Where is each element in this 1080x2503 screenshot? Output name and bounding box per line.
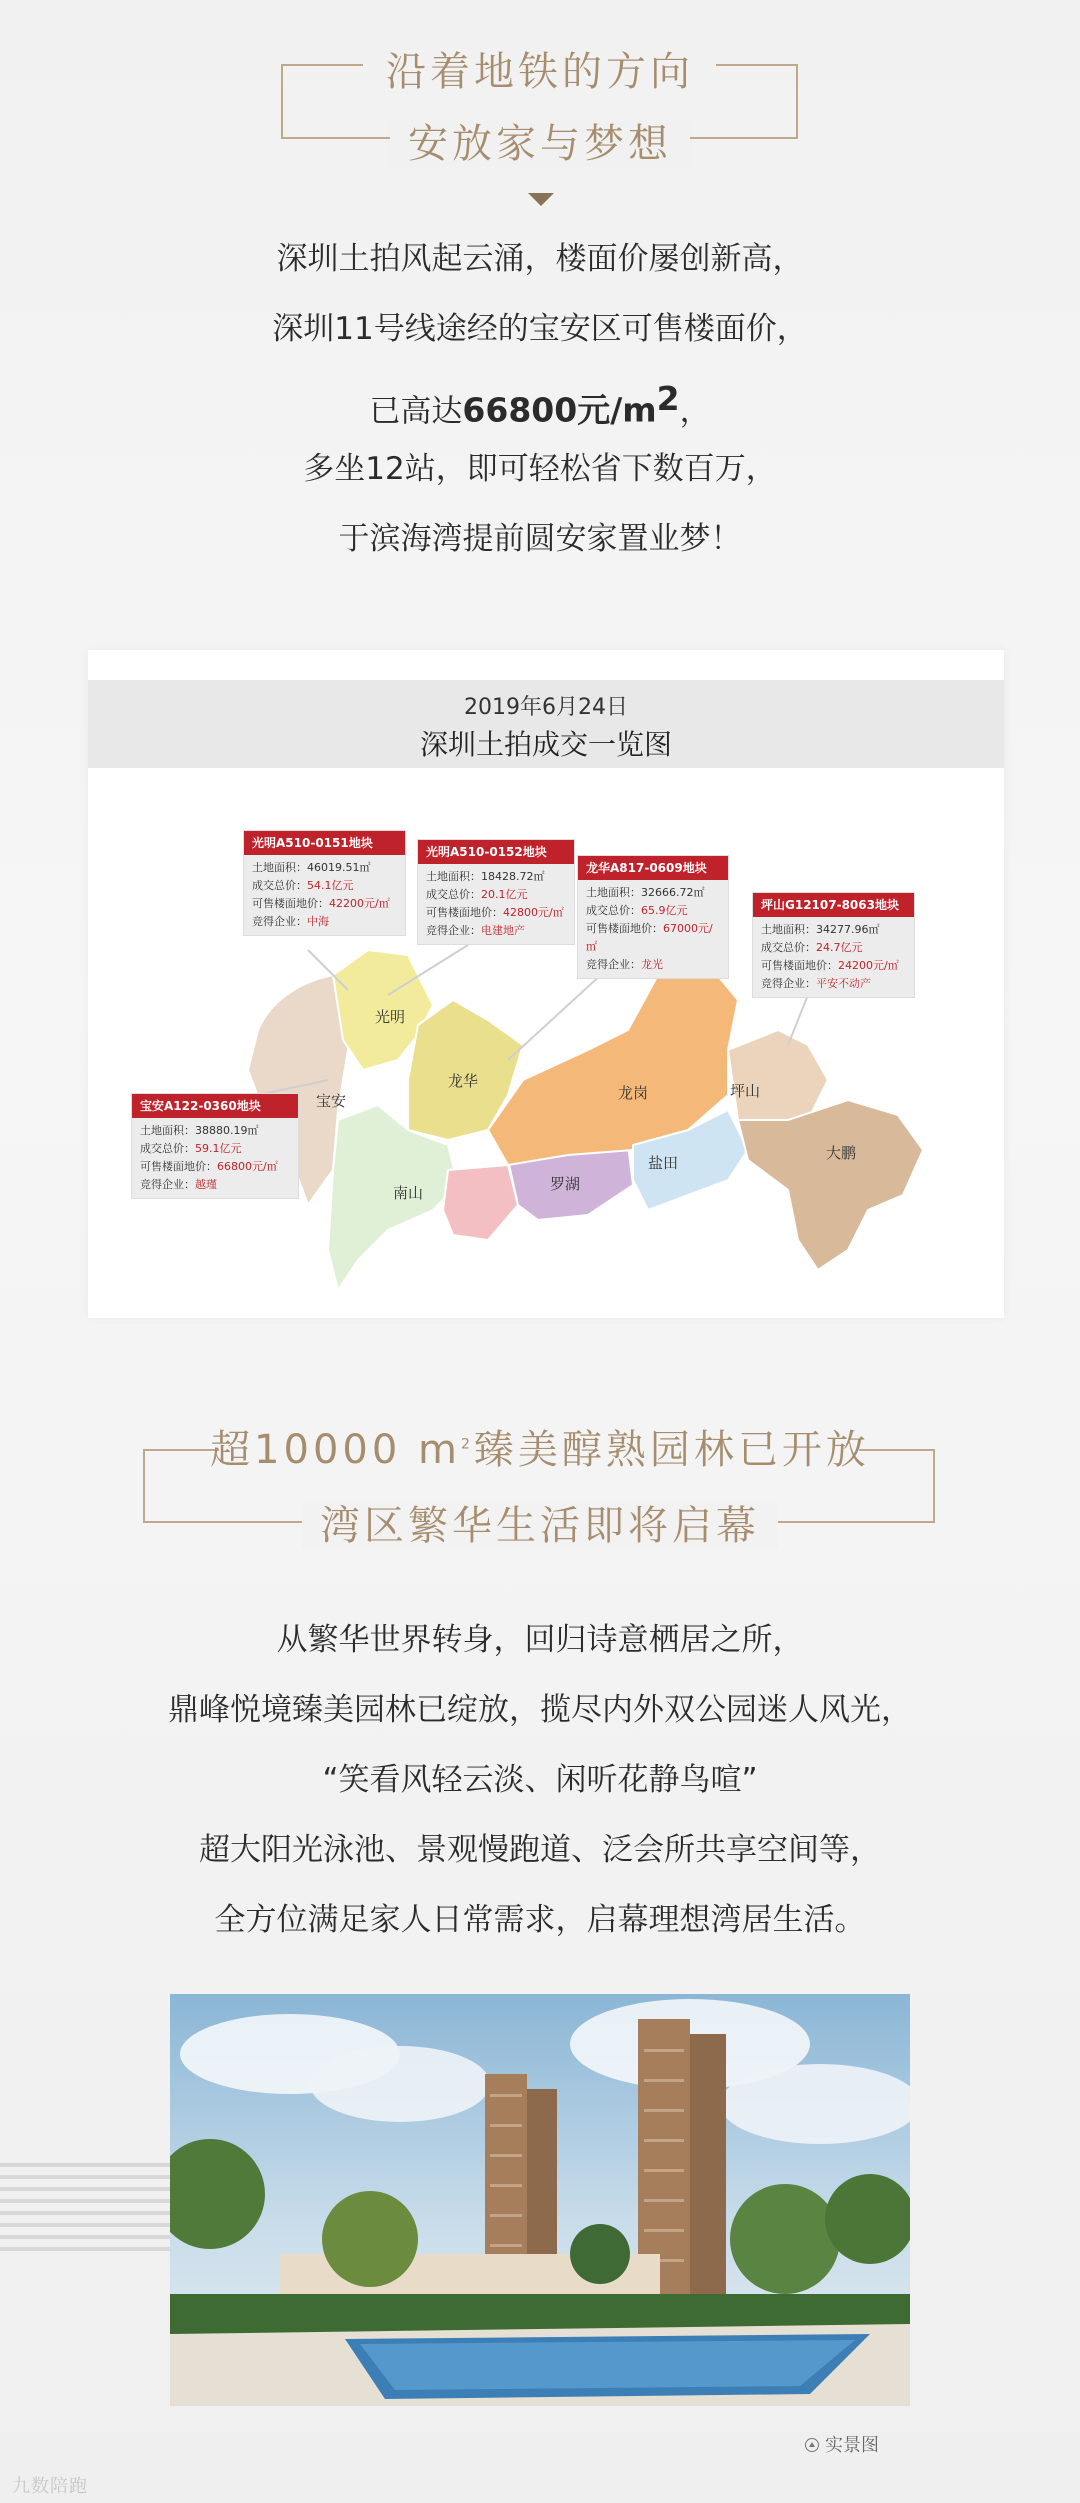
watermark: 九数陪跑 xyxy=(12,2476,88,2497)
plot-total: 成交总价：59.1亿元 xyxy=(140,1142,242,1155)
plot-area: 土地面积：18428.72㎡ xyxy=(426,870,545,883)
intro-line-1: 深圳土拍风起云涌，楼面价屡创新高， xyxy=(276,241,804,277)
heading-2-line-2: 湾区繁华生活即将启幕 xyxy=(0,1494,1080,1551)
plot-title: 坪山G12107-8063地块 xyxy=(753,893,914,917)
land-price-highlight: 66800元/m xyxy=(462,390,657,430)
plot-winner: 竞得企业：越瑾 xyxy=(140,1178,217,1191)
photo-caption: 实景图 xyxy=(805,2431,879,2457)
intro-line-5: 于滨海湾提前圆安家置业梦！ xyxy=(338,521,742,557)
garden-photo xyxy=(170,1994,910,2406)
plot-price: 可售楼面地价：66800元/㎡ xyxy=(140,1160,278,1173)
plot-title: 光明A510-0152地块 xyxy=(418,840,574,864)
plot-area: 土地面积：46019.51㎡ xyxy=(252,861,371,874)
plot-price: 可售楼面地价：42800元/㎡ xyxy=(426,906,564,919)
leader-line-4 xyxy=(788,995,808,1045)
triangle-down-icon xyxy=(528,193,554,206)
plot-card-3 xyxy=(577,855,729,979)
region-label-nanshan: 南山 xyxy=(393,1184,424,1202)
plot-card-4 xyxy=(752,892,915,998)
intro-line-3: 已高达66800元$/m^2$， xyxy=(369,379,711,430)
plot-area: 土地面积：32666.72㎡ xyxy=(586,886,705,899)
plot-title: 宝安A122-0360地块 xyxy=(132,1094,298,1118)
heading-1-line-1: 沿着地铁的方向 xyxy=(386,49,694,95)
plot-total: 成交总价：20.1亿元 xyxy=(426,888,528,901)
district-dapeng xyxy=(738,1100,923,1270)
plot-price: 可售楼面地价：67000元/㎡ xyxy=(586,922,713,953)
plot-winner: 竞得企业：平安不动产 xyxy=(761,977,871,990)
region-label-baoan: 宝安 xyxy=(316,1092,347,1110)
intro-line-2: 深圳11号线途经的宝安区可售楼面价， xyxy=(272,311,808,347)
region-label-longgang: 龙岗 xyxy=(618,1084,649,1102)
plot-title: 龙华A817-0609地块 xyxy=(578,856,728,880)
land-auction-map-card xyxy=(88,650,1004,1318)
plot-winner: 竞得企业：电建地产 xyxy=(426,924,525,937)
intro-paragraph xyxy=(0,224,1080,574)
garden-photo-illustration xyxy=(170,1994,910,2406)
garden-paragraph xyxy=(0,1605,1080,1955)
garden-line-2: 鼎峰悦境臻美园林已绽放，揽尽内外双公园迷人风光， xyxy=(168,1692,912,1728)
garden-line-1: 从繁华世界转身，回归诗意栖居之所， xyxy=(276,1622,804,1658)
plot-winner: 竞得企业：龙光 xyxy=(586,958,663,971)
region-label-pingshan: 坪山 xyxy=(730,1082,761,1100)
plot-area: 土地面积：38880.19㎡ xyxy=(140,1124,259,1137)
plot-total: 成交总价：54.1亿元 xyxy=(252,879,354,892)
plot-title: 光明A510-0151地块 xyxy=(244,831,405,855)
map-title: 深圳土拍成交一览图 xyxy=(419,728,672,761)
region-label-dapeng: 大鹏 xyxy=(826,1144,857,1162)
plot-area: 土地面积：34277.96㎡ xyxy=(761,923,880,936)
region-label-luohu: 罗湖 xyxy=(550,1175,581,1193)
plot-card-1 xyxy=(243,830,406,936)
plot-price: 可售楼面地价：42200元/㎡ xyxy=(252,897,390,910)
garden-line-3: “笑看风轻云淡、闲听花静鸟喧” xyxy=(322,1762,758,1798)
garden-line-4: 超大阳光泳池、景观慢跑道、泛会所共享空间等， xyxy=(199,1832,881,1868)
district-futian xyxy=(443,1165,518,1240)
region-label-longhua: 龙华 xyxy=(448,1072,479,1090)
plot-total: 成交总价：24.7亿元 xyxy=(761,941,863,954)
plot-card-2 xyxy=(417,839,575,945)
caption-arrow-icon xyxy=(805,2438,819,2452)
region-label-yantian: 盐田 xyxy=(648,1154,679,1172)
garden-line-5: 全方位满足家人日常需求，启幕理想湾居生活。 xyxy=(214,1902,866,1938)
region-label-guangming: 光明 xyxy=(375,1008,406,1026)
plot-total: 成交总价：65.9亿元 xyxy=(586,904,688,917)
heading-1-line-2: 安放家与梦想 xyxy=(0,112,1080,169)
plot-card-5 xyxy=(131,1093,299,1199)
plot-price: 可售楼面地价：24200元/㎡ xyxy=(761,959,899,972)
intro-line-4: 多坐12站，即可轻松省下数百万， xyxy=(303,451,777,487)
plot-winner: 竞得企业：中海 xyxy=(252,915,329,928)
heading-2-line-1: 超10000 $m^2$臻美醇熟园林已开放 xyxy=(210,1427,870,1473)
map-date: 2019年6月24日 xyxy=(464,695,628,720)
